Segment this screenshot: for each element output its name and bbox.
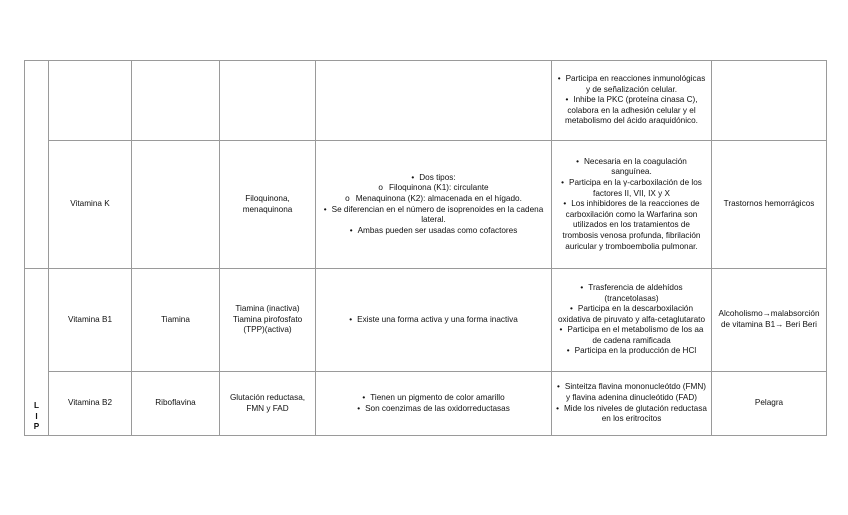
list-item: • Participa en reacciones inmunológicas y de señalización celular. — [555, 74, 708, 95]
name-cell — [132, 141, 220, 269]
table-row — [25, 269, 827, 372]
group-letter: P — [33, 422, 40, 432]
deficiency-cell: Alcoholismo→malabsorción de vitamina B1→ Beri Beri — [712, 269, 827, 372]
list-item: • Necesaria en la coagulación sanguínea. — [555, 157, 708, 178]
functions-cell — [552, 61, 712, 141]
group-letter: L — [33, 401, 39, 411]
list-item: o Filoquinona (K1): circulante — [319, 183, 548, 194]
list-item: • Sinteitza flavina mononucleótdo (FMN) y flavina adenina dinucleótido (FAD) — [555, 382, 708, 403]
list-item: • Ambas pueden ser usadas como cofactores — [319, 226, 548, 237]
active-form-cell: Tiamina (inactiva) Tiamina pirofosfato (TPP)(activa) — [220, 269, 316, 372]
functions-cell — [552, 372, 712, 436]
vitamin-cell: Vitamina B1 — [49, 269, 132, 372]
list-item: o Menaquinona (K2): almacenada en el hígado. — [319, 194, 548, 205]
group-cell-empty — [25, 61, 49, 269]
functions-cell — [552, 269, 712, 372]
name-cell: Riboflavina — [132, 372, 220, 436]
name-cell — [132, 61, 220, 141]
list-item: • Participa en el metabolismo de los aa de cadena ramificada — [555, 325, 708, 346]
deficiency-cell: Pelagra — [712, 372, 827, 436]
group-label-cell — [25, 269, 49, 436]
name-cell: Tiamina — [132, 269, 220, 372]
functions-cell — [552, 141, 712, 269]
general-cell — [316, 141, 552, 269]
list-item: • Existe una forma activa y una forma inactiva — [319, 315, 548, 326]
vitamin-cell: Vitamina K — [49, 141, 132, 269]
deficiency-cell — [712, 61, 827, 141]
list-item: • Mide los niveles de glutación reductasa en los eritrocitos — [555, 404, 708, 425]
table-row — [25, 61, 827, 141]
group-letter: I — [35, 411, 38, 421]
general-cell — [316, 372, 552, 436]
active-form-cell: Glutación reductasa, FMN y FAD — [220, 372, 316, 436]
vitamin-cell — [49, 61, 132, 141]
list-item: • Participa en la producción de HCl — [555, 346, 708, 357]
table-row — [25, 141, 827, 269]
vitamin-table — [24, 60, 827, 436]
list-item: • Son coenzimas de las oxidorreductasas — [319, 404, 548, 415]
list-item: • Dos tipos: — [319, 173, 548, 184]
list-item: • Trasferencia de aldehídos (trancetolasas) — [555, 283, 708, 304]
active-form-cell — [220, 61, 316, 141]
general-cell — [316, 269, 552, 372]
list-item: • Participa en la descarboxilación oxidativa de piruvato y alfa-cetaglutarato — [555, 304, 708, 325]
deficiency-cell: Trastornos hemorrágicos — [712, 141, 827, 269]
list-item: • Inhibe la PKC (proteína cinasa C), colabora en la adhesión celular y el metabolismo del ácido araquidónico. — [555, 95, 708, 127]
vitamin-cell: Vitamina B2 — [49, 372, 132, 436]
list-item: • Participa en la γ-carboxilación de los factores II, VII, IX y X — [555, 178, 708, 199]
list-item: • Los inhibidores de la reacciones de carboxilación como la Warfarina son utilizados en los tratamientos de trombosis venosa profunda, fibrilación auricular y tromboembolia pulmonar. — [555, 199, 708, 252]
general-cell — [316, 61, 552, 141]
table-row — [25, 372, 827, 436]
active-form-cell: Filoquinona, menaquinona — [220, 141, 316, 269]
list-item: • Se diferencian en el número de isoprenoides en la cadena lateral. — [319, 205, 548, 226]
list-item: • Tienen un pigmento de color amarillo — [319, 393, 548, 404]
